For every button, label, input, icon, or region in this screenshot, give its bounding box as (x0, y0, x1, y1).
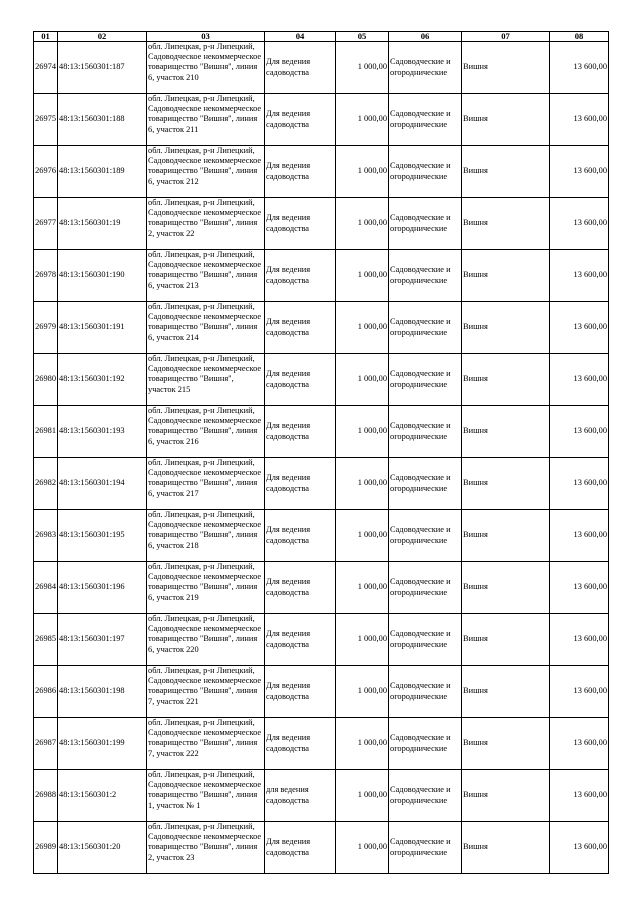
area-cell: 1 000,00 (336, 770, 389, 822)
partnership-name-cell: Вишня (462, 146, 550, 198)
land-category-cell: Садоводческие и огороднические (389, 510, 462, 562)
address-cell (147, 614, 265, 666)
cadastral-number-cell: 48:13:1560301:20 (58, 822, 147, 874)
cadastral-number-cell: 48:13:1560301:187 (58, 42, 147, 94)
permitted-use-cell: Для ведения садоводства (265, 406, 336, 458)
row-number-cell: 26976 (34, 146, 58, 198)
permitted-use-cell: Для ведения садоводства (265, 562, 336, 614)
column-header-03: 03 (147, 32, 265, 42)
row-number-cell: 26984 (34, 562, 58, 614)
column-header-02: 02 (58, 32, 147, 42)
address-cell (147, 146, 265, 198)
area-cell: 1 000,00 (336, 822, 389, 874)
table-row (34, 510, 609, 562)
address-text: обл. Липецкая, р-н Липецкий, Садоводческое некоммерческое товарищество "Вишня", линия 6, участок 210 (148, 42, 262, 82)
partnership-name-cell: Вишня (462, 614, 550, 666)
partnership-name-cell: Вишня (462, 458, 550, 510)
row-number-cell: 26981 (34, 406, 58, 458)
area-cell: 1 000,00 (336, 42, 389, 94)
area-cell: 1 000,00 (336, 614, 389, 666)
address-text: обл. Липецкая, р-н Липецкий, Садоводческое некоммерческое товарищество "Вишня", линия 6, участок 216 (148, 406, 262, 446)
row-number-cell: 26985 (34, 614, 58, 666)
table-row (34, 146, 609, 198)
address-cell (147, 354, 265, 406)
partnership-name-cell: Вишня (462, 250, 550, 302)
cadastral-number-cell: 48:13:1560301:194 (58, 458, 147, 510)
address-text: обл. Липецкая, р-н Липецкий, Садоводческое некоммерческое товарищество "Вишня", линия 6, участок 218 (148, 510, 262, 550)
cadastral-number-cell: 48:13:1560301:199 (58, 718, 147, 770)
land-category-cell: Садоводческие и огороднические (389, 94, 462, 146)
address-text: обл. Липецкая, р-н Липецкий, Садоводческое некоммерческое товарищество "Вишня", линия 6, участок 213 (148, 250, 262, 290)
cadastral-value-cell: 13 600,00 (550, 614, 609, 666)
cadastral-value-cell: 13 600,00 (550, 354, 609, 406)
table-row (34, 614, 609, 666)
cadastral-value-cell: 13 600,00 (550, 718, 609, 770)
permitted-use-cell: Для ведения садоводства (265, 510, 336, 562)
permitted-use-cell: Для ведения садоводства (265, 94, 336, 146)
row-number-cell: 26977 (34, 198, 58, 250)
land-category-cell: Садоводческие и огороднические (389, 406, 462, 458)
address-cell (147, 718, 265, 770)
address-cell (147, 458, 265, 510)
table-row (34, 198, 609, 250)
cadastral-value-cell: 13 600,00 (550, 458, 609, 510)
land-category-cell: Садоводческие и огороднические (389, 458, 462, 510)
cadastral-number-cell: 48:13:1560301:2 (58, 770, 147, 822)
cadastral-value-cell: 13 600,00 (550, 250, 609, 302)
table-row (34, 562, 609, 614)
permitted-use-cell: Для ведения садоводства (265, 718, 336, 770)
partnership-name-cell: Вишня (462, 822, 550, 874)
table-row (34, 770, 609, 822)
cadastral-value-cell: 13 600,00 (550, 406, 609, 458)
cadastral-number-cell: 48:13:1560301:192 (58, 354, 147, 406)
permitted-use-cell: Для ведения садоводства (265, 458, 336, 510)
address-text: обл. Липецкая, р-н Липецкий, Садоводческое некоммерческое товарищество "Вишня", линия 6, участок 214 (148, 302, 262, 342)
register-page (33, 31, 608, 874)
table-row (34, 822, 609, 874)
partnership-name-cell: Вишня (462, 42, 550, 94)
permitted-use-cell: Для ведения садоводства (265, 198, 336, 250)
permitted-use-cell: Для ведения садоводства (265, 822, 336, 874)
cadastral-value-cell: 13 600,00 (550, 666, 609, 718)
area-cell: 1 000,00 (336, 146, 389, 198)
cadastral-value-cell: 13 600,00 (550, 510, 609, 562)
row-number-cell: 26989 (34, 822, 58, 874)
row-number-cell: 26986 (34, 666, 58, 718)
partnership-name-cell: Вишня (462, 94, 550, 146)
cadastral-number-cell: 48:13:1560301:197 (58, 614, 147, 666)
address-text: обл. Липецкая, р-н Липецкий, Садоводческое некоммерческое товарищество "Вишня", линия 2, участок 22 (148, 198, 262, 238)
address-text: обл. Липецкая, р-н Липецкий, Садоводческое некоммерческое товарищество "Вишня", линия 2, участок 23 (148, 822, 262, 862)
address-text: обл. Липецкая, р-н Липецкий, Садоводческое некоммерческое товарищество "Вишня", линия 7, участок 222 (148, 718, 262, 758)
column-header-05: 05 (336, 32, 389, 42)
address-text: обл. Липецкая, р-н Липецкий, Садоводческое некоммерческое товарищество "Вишня", участок 215 (148, 354, 262, 394)
permitted-use-cell: Для ведения садоводства (265, 302, 336, 354)
partnership-name-cell: Вишня (462, 770, 550, 822)
address-cell (147, 770, 265, 822)
cadastral-value-cell: 13 600,00 (550, 822, 609, 874)
cadastral-number-cell: 48:13:1560301:195 (58, 510, 147, 562)
cadastral-number-cell: 48:13:1560301:193 (58, 406, 147, 458)
row-number-cell: 26975 (34, 94, 58, 146)
table-row (34, 354, 609, 406)
row-number-cell: 26982 (34, 458, 58, 510)
land-category-cell: Садоводческие и огороднические (389, 614, 462, 666)
land-category-cell: Садоводческие и огороднические (389, 562, 462, 614)
area-cell: 1 000,00 (336, 198, 389, 250)
column-header-04: 04 (265, 32, 336, 42)
area-cell: 1 000,00 (336, 510, 389, 562)
address-cell (147, 94, 265, 146)
land-category-cell: Садоводческие и огороднические (389, 250, 462, 302)
cadastral-number-cell: 48:13:1560301:196 (58, 562, 147, 614)
area-cell: 1 000,00 (336, 562, 389, 614)
row-number-cell: 26980 (34, 354, 58, 406)
address-text: обл. Липецкая, р-н Липецкий, Садоводческое некоммерческое товарищество "Вишня", линия 7, участок 221 (148, 666, 262, 706)
land-plots-table (33, 31, 609, 874)
address-text: обл. Липецкая, р-н Липецкий, Садоводческое некоммерческое товарищество "Вишня", линия 6, участок 217 (148, 458, 262, 498)
row-number-cell: 26987 (34, 718, 58, 770)
cadastral-value-cell: 13 600,00 (550, 146, 609, 198)
land-category-cell: Садоводческие и огороднические (389, 198, 462, 250)
land-category-cell: Садоводческие и огороднические (389, 146, 462, 198)
table-row (34, 718, 609, 770)
cadastral-value-cell: 13 600,00 (550, 770, 609, 822)
land-category-cell: Садоводческие и огороднические (389, 302, 462, 354)
land-category-cell: Садоводческие и огороднические (389, 822, 462, 874)
address-text: обл. Липецкая, р-н Липецкий, Садоводческое некоммерческое товарищество "Вишня", линия 6, участок 212 (148, 146, 262, 186)
land-category-cell: Садоводческие и огороднические (389, 718, 462, 770)
cadastral-value-cell: 13 600,00 (550, 562, 609, 614)
permitted-use-cell: Для ведения садоводства (265, 146, 336, 198)
cadastral-number-cell: 48:13:1560301:189 (58, 146, 147, 198)
land-category-cell: Садоводческие и огороднические (389, 770, 462, 822)
partnership-name-cell: Вишня (462, 354, 550, 406)
row-number-cell: 26983 (34, 510, 58, 562)
permitted-use-cell: для ведения садоводства (265, 770, 336, 822)
cadastral-value-cell: 13 600,00 (550, 198, 609, 250)
table-row (34, 458, 609, 510)
row-number-cell: 26974 (34, 42, 58, 94)
row-number-cell: 26978 (34, 250, 58, 302)
header-row (34, 32, 609, 42)
area-cell: 1 000,00 (336, 458, 389, 510)
partnership-name-cell: Вишня (462, 562, 550, 614)
area-cell: 1 000,00 (336, 302, 389, 354)
address-cell (147, 42, 265, 94)
address-cell (147, 302, 265, 354)
cadastral-number-cell: 48:13:1560301:188 (58, 94, 147, 146)
address-cell (147, 198, 265, 250)
partnership-name-cell: Вишня (462, 198, 550, 250)
table-row (34, 666, 609, 718)
table-row (34, 302, 609, 354)
cadastral-number-cell: 48:13:1560301:19 (58, 198, 147, 250)
partnership-name-cell: Вишня (462, 406, 550, 458)
area-cell: 1 000,00 (336, 354, 389, 406)
permitted-use-cell: Для ведения садоводства (265, 614, 336, 666)
address-text: обл. Липецкая, р-н Липецкий, Садоводческое некоммерческое товарищество "Вишня", линия 6, участок 219 (148, 562, 262, 602)
address-cell (147, 562, 265, 614)
row-number-cell: 26979 (34, 302, 58, 354)
address-cell (147, 406, 265, 458)
permitted-use-cell: Для ведения садоводства (265, 354, 336, 406)
address-cell (147, 822, 265, 874)
cadastral-number-cell: 48:13:1560301:191 (58, 302, 147, 354)
area-cell: 1 000,00 (336, 718, 389, 770)
partnership-name-cell: Вишня (462, 302, 550, 354)
row-number-cell: 26988 (34, 770, 58, 822)
table-row (34, 42, 609, 94)
cadastral-number-cell: 48:13:1560301:198 (58, 666, 147, 718)
table-row (34, 250, 609, 302)
column-header-06: 06 (389, 32, 462, 42)
area-cell: 1 000,00 (336, 666, 389, 718)
area-cell: 1 000,00 (336, 406, 389, 458)
partnership-name-cell: Вишня (462, 718, 550, 770)
address-cell (147, 250, 265, 302)
column-header-08: 08 (550, 32, 609, 42)
area-cell: 1 000,00 (336, 94, 389, 146)
permitted-use-cell: Для ведения садоводства (265, 666, 336, 718)
partnership-name-cell: Вишня (462, 510, 550, 562)
column-header-07: 07 (462, 32, 550, 42)
address-cell (147, 666, 265, 718)
table-row (34, 94, 609, 146)
address-text: обл. Липецкая, р-н Липецкий, Садоводческое некоммерческое товарищество "Вишня", линия 1, участок № 1 (148, 770, 262, 810)
land-category-cell: Садоводческие и огороднические (389, 666, 462, 718)
cadastral-value-cell: 13 600,00 (550, 94, 609, 146)
address-text: обл. Липецкая, р-н Липецкий, Садоводческое некоммерческое товарищество "Вишня", линия 6, участок 211 (148, 94, 262, 134)
address-cell (147, 510, 265, 562)
permitted-use-cell: Для ведения садоводства (265, 250, 336, 302)
land-category-cell: Садоводческие и огороднические (389, 42, 462, 94)
partnership-name-cell: Вишня (462, 666, 550, 718)
table-row (34, 406, 609, 458)
area-cell: 1 000,00 (336, 250, 389, 302)
cadastral-number-cell: 48:13:1560301:190 (58, 250, 147, 302)
cadastral-value-cell: 13 600,00 (550, 42, 609, 94)
column-header-01: 01 (34, 32, 58, 42)
cadastral-value-cell: 13 600,00 (550, 302, 609, 354)
table-body (34, 42, 609, 874)
permitted-use-cell: Для ведения садоводства (265, 42, 336, 94)
address-text: обл. Липецкая, р-н Липецкий, Садоводческое некоммерческое товарищество "Вишня", линия 6, участок 220 (148, 614, 262, 654)
land-category-cell: Садоводческие и огороднические (389, 354, 462, 406)
